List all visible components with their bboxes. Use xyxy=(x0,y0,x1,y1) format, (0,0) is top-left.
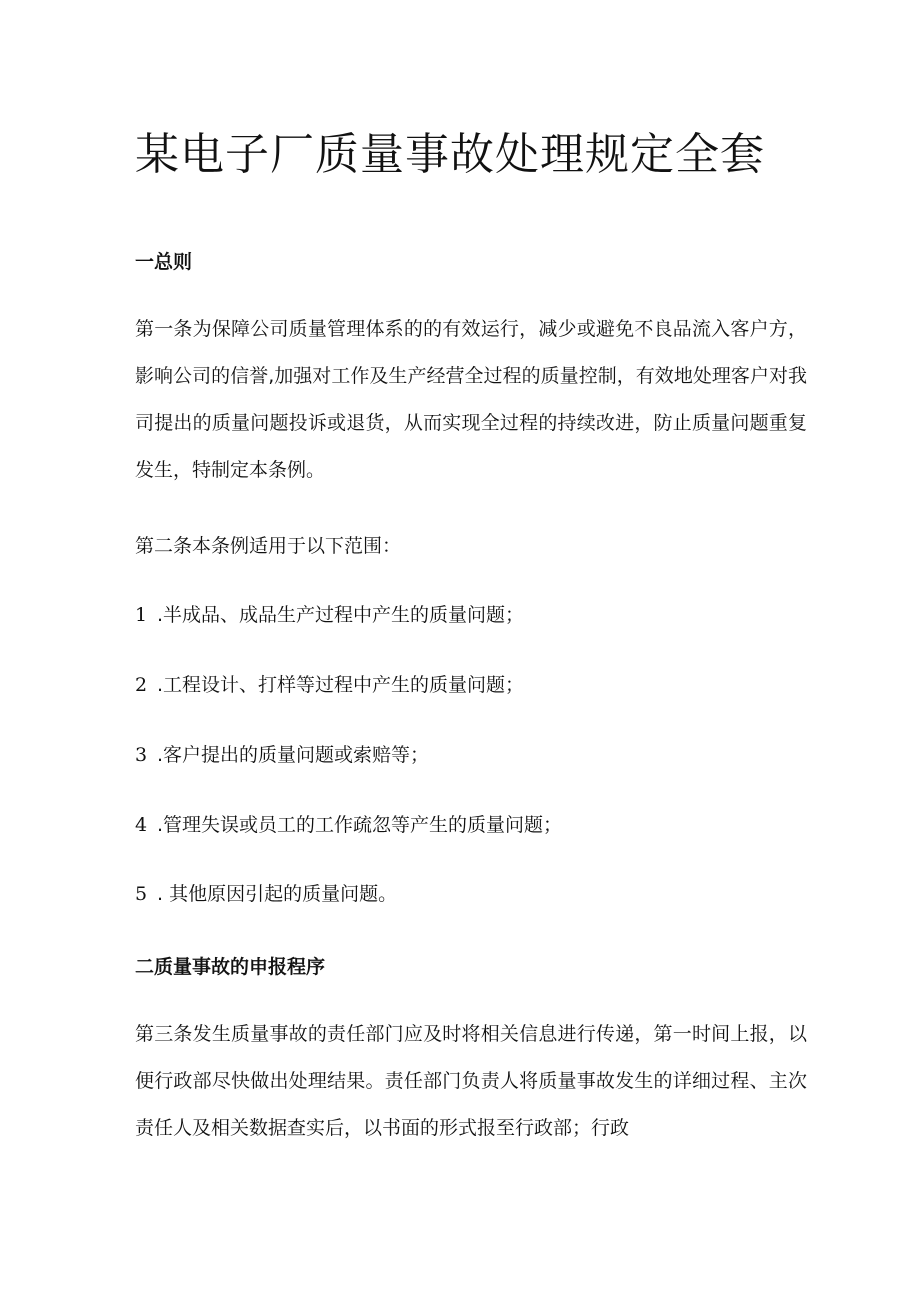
list-item-number: 5 xyxy=(135,883,148,905)
list-item-number: 2 xyxy=(135,674,148,696)
list-item xyxy=(135,811,562,839)
document-title: 某电子厂质量事故处理规定全套 xyxy=(135,129,765,180)
list-item-text: .管理失误或员工的工作疏忽等产生的质量问题； xyxy=(157,814,563,836)
list-item xyxy=(135,671,524,699)
list-item-text: .半成品、成品生产过程中产生的质量问题； xyxy=(157,604,525,626)
article-2-paragraph: 第二条本条例适用于以下范围： xyxy=(135,535,402,557)
article-3-paragraph: 第三条发生质量事故的责任部门应及时将相关信息进行传递，第一时间上报，以便行政部尽快做出处理结果。责任部门负责人将质量事故发生的详细过程、主次责任人及相关数据查实后，以书面的形式报至行政部；行政 xyxy=(135,1023,807,1139)
list-item xyxy=(135,601,524,629)
list-item xyxy=(135,880,397,908)
section-heading-general: 一总则 xyxy=(135,251,193,273)
list-item-text: .客户提出的质量问题或索赔等； xyxy=(157,744,430,766)
list-item-text: .工程设计、打样等过程中产生的质量问题； xyxy=(157,674,525,696)
article-1-paragraph: 第一条为保障公司质量管理体系的的有效运行，减少或避免不良品流入客户方，影响公司的信誉,加强对工作及生产经营全过程的质量控制，有效地处理客户对我司提出的质量问题投诉或退货，从而实现全过程的持续改进，防止质量问题重复发生，特制定本条例。 xyxy=(135,318,807,481)
list-item-text: . 其他原因引起的质量问题。 xyxy=(157,883,398,905)
section-heading-reporting: 二质量事故的申报程序 xyxy=(135,956,326,978)
list-item-number: 1 xyxy=(135,604,148,626)
list-item-number: 3 xyxy=(135,744,148,766)
list-item xyxy=(135,741,429,769)
list-item-number: 4 xyxy=(135,814,148,836)
